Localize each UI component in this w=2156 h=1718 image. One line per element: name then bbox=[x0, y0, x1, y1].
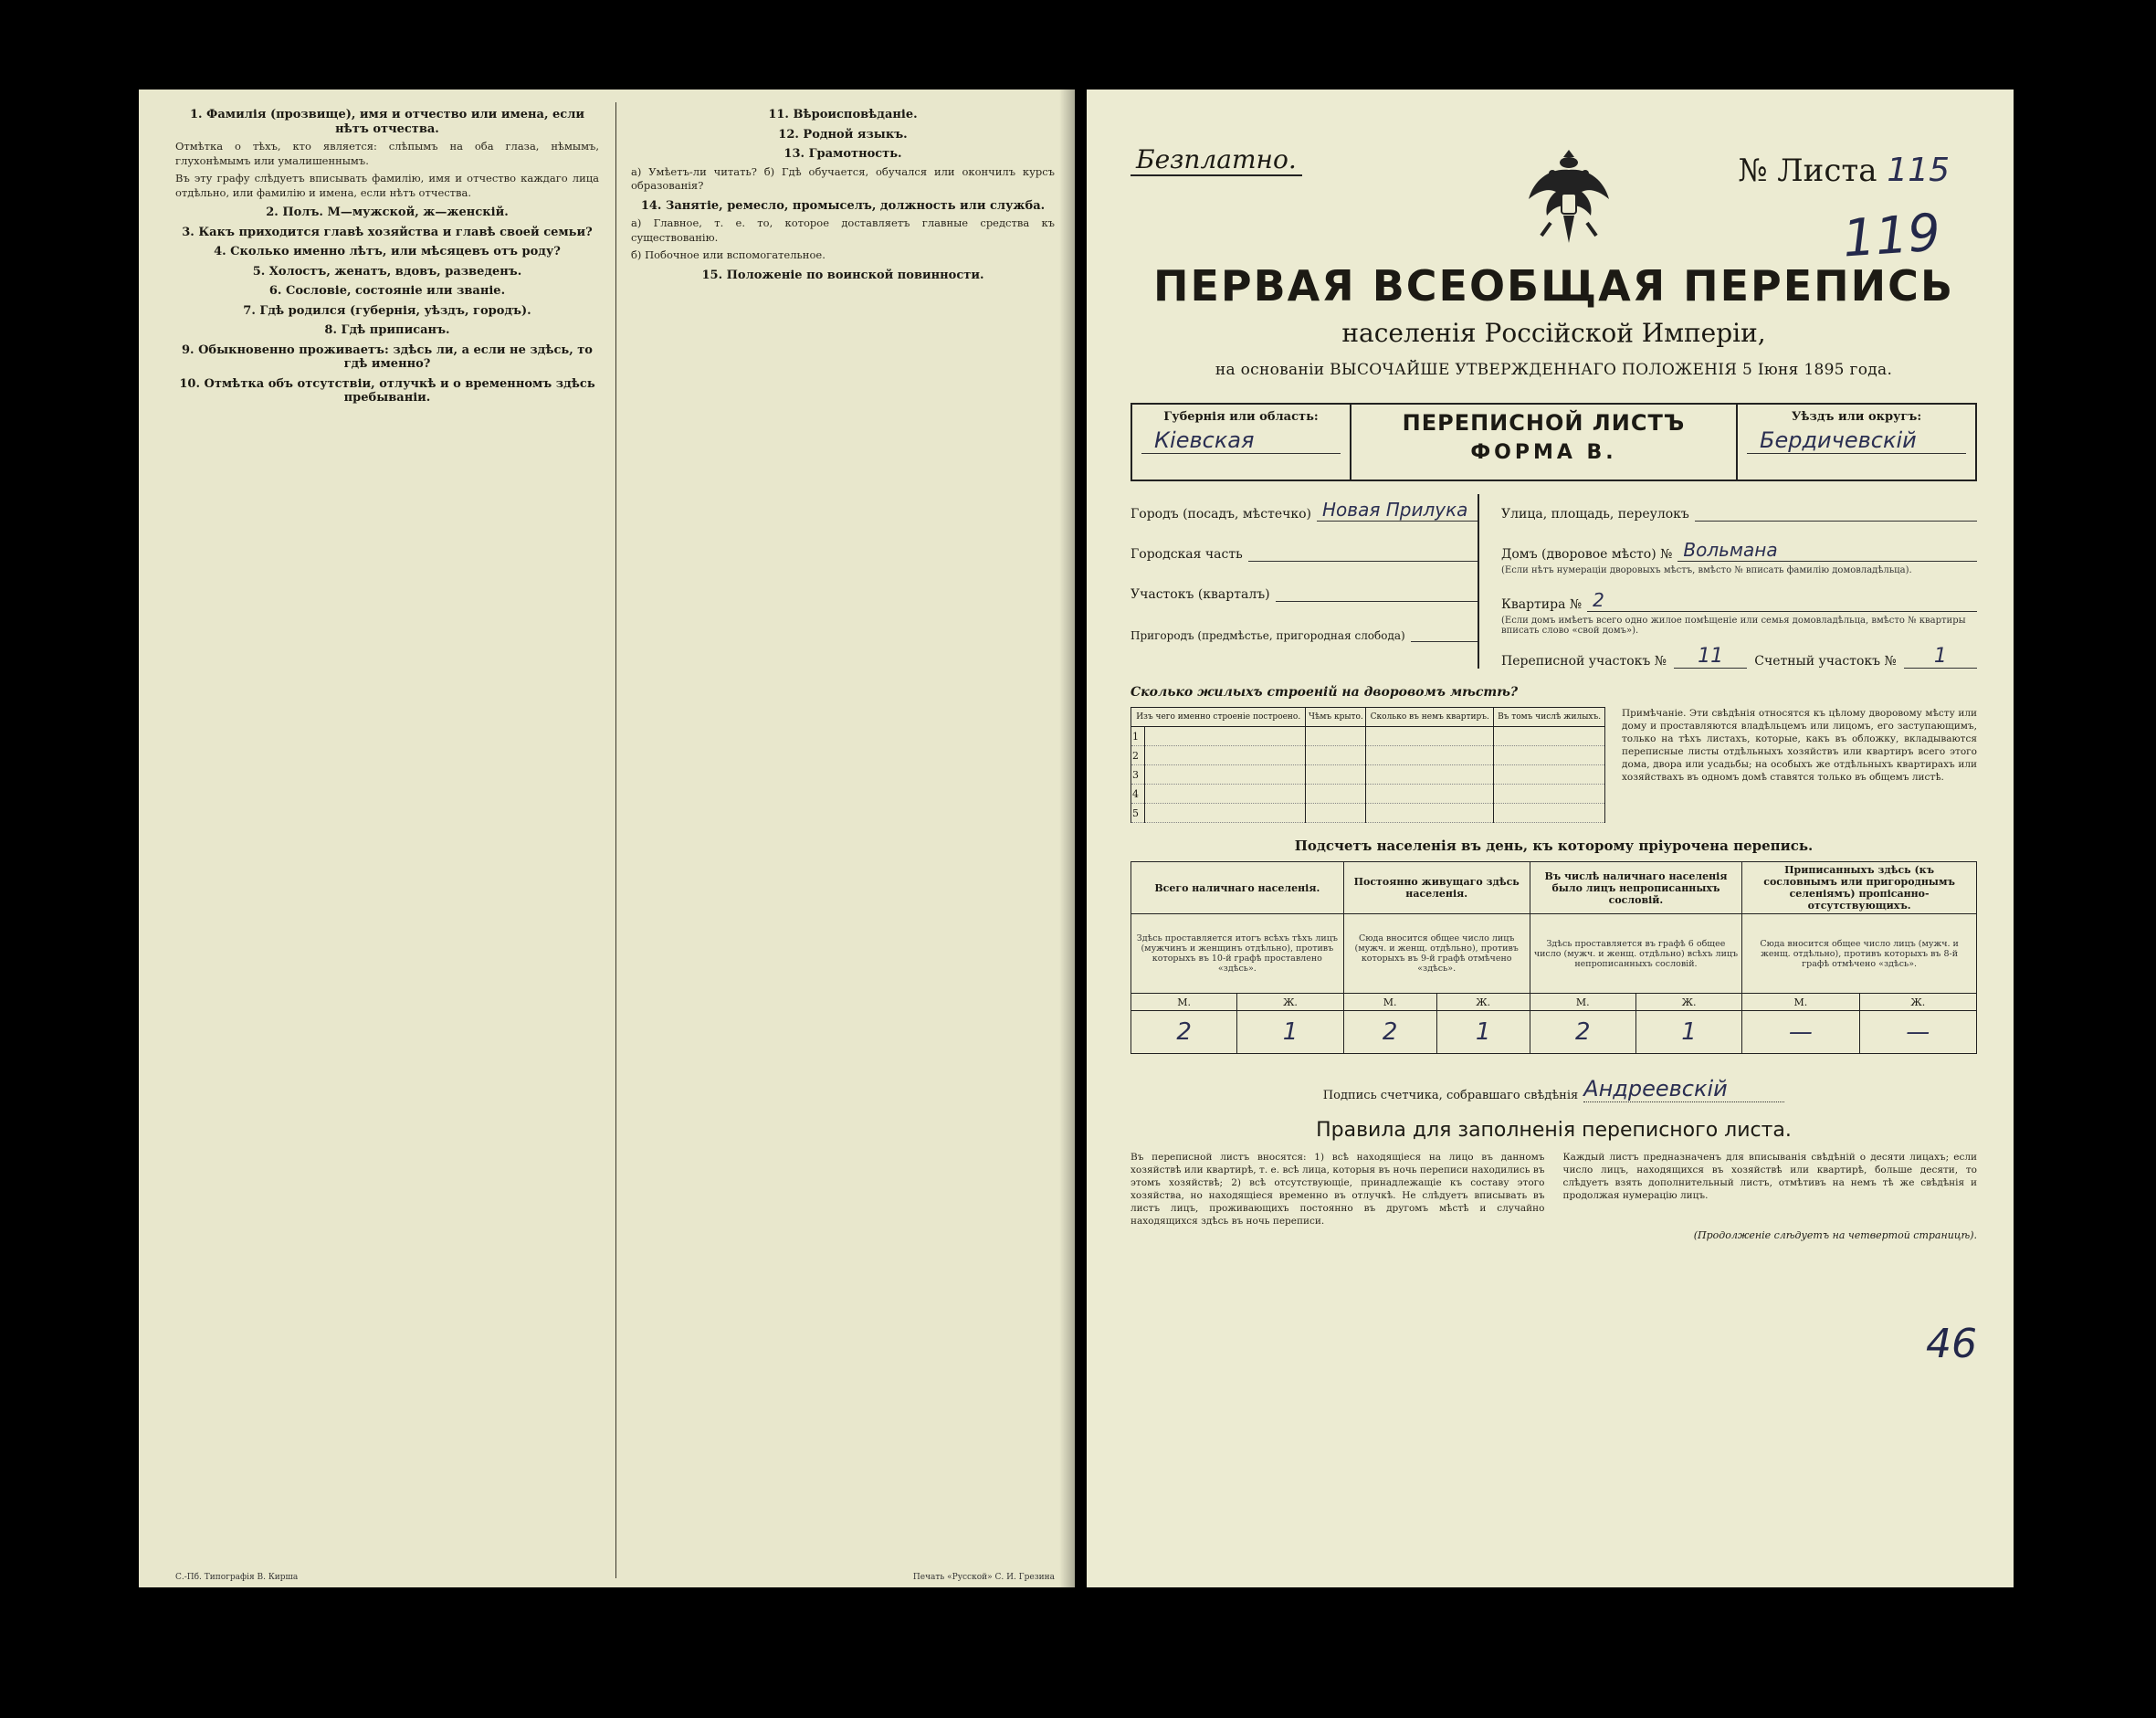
population-description-row bbox=[1131, 914, 1977, 994]
structures-cell bbox=[1306, 804, 1366, 823]
structures-cell bbox=[1494, 727, 1605, 746]
instruction-text: а) Умѣетъ-ли читать? б) Гдѣ обучается, обучался или окончилъ курсъ образованія? bbox=[631, 164, 1055, 192]
province-label: Губернія или область: bbox=[1163, 410, 1319, 424]
instruction-heading: 9. Обыкновенно проживаетъ: здѣсь ли, а если не здѣсь, то гдѣ именно? bbox=[182, 343, 593, 371]
instruction-heading: 13. Грамотность. bbox=[784, 147, 902, 161]
structures-table bbox=[1131, 707, 1605, 823]
district-label: Уѣздъ или округъ: bbox=[1791, 410, 1922, 424]
female-count: 1 bbox=[1436, 1011, 1530, 1054]
house-note: (Если нѣтъ нумераціи дворовыхъ мѣстъ, вмѣсто № вписать фамилію домовладѣльца). bbox=[1501, 565, 1912, 575]
census-plot-row bbox=[1501, 645, 1977, 669]
address-block bbox=[1131, 494, 1977, 669]
male-column-label: М. bbox=[1530, 994, 1635, 1011]
address-right bbox=[1478, 494, 1977, 669]
structures-row-number: 2 bbox=[1131, 746, 1145, 765]
structures-header-roof: Чѣмъ крыто. bbox=[1306, 708, 1366, 727]
female-count: 1 bbox=[1237, 1011, 1343, 1054]
instruction-heading: 8. Гдѣ приписанъ. bbox=[324, 323, 450, 337]
population-header: Всего наличнаго населенія. bbox=[1131, 862, 1344, 914]
structures-cell bbox=[1306, 727, 1366, 746]
instruction-heading: 12. Родной языкъ. bbox=[778, 127, 908, 142]
structures-cell bbox=[1494, 765, 1605, 785]
instruction-text: а) Главное, т. е. то, которое доставляетъ главные средства къ существованію. bbox=[631, 216, 1055, 244]
sheet-number-field bbox=[1738, 152, 1950, 189]
population-count-table bbox=[1131, 861, 1977, 1054]
rules-continuation: (Продолженіе слѣдуетъ на четвертой страницѣ). bbox=[1693, 1229, 1977, 1241]
instruction-heading: 4. Сколько именно лѣтъ, или мѣсяцевъ отъ роду? bbox=[214, 245, 561, 258]
instruction-heading: 11. Вѣроисповѣданіе. bbox=[768, 108, 918, 121]
structures-area bbox=[1131, 707, 1977, 823]
structures-cell bbox=[1145, 785, 1306, 804]
press-note: Печать «Русской» С. И. Грезина bbox=[912, 1573, 1055, 1582]
population-count-title: Подсчетъ населенія въ день, къ которому пріурочена перепись. bbox=[1294, 838, 1814, 854]
population-header: Приписанныхъ здѣсь (къ сословнымъ или пригороднымъ селеніямъ) пропісанно-отсутствующихъ. bbox=[1742, 862, 1977, 914]
instructions-column-2 bbox=[615, 102, 1055, 1578]
apartment-value: 2 bbox=[1587, 589, 1977, 612]
handwritten-number: 46 bbox=[1926, 1321, 1977, 1367]
structures-cell bbox=[1366, 746, 1494, 765]
structures-note: Примѣчаніе. Эти свѣдѣнія относятся къ цѣлому дворовому мѣсту или дому и проставляются владѣльцемъ или лицомъ, его заступающимъ, только на тѣхъ листахъ, которые, какъ въ обложку, вкладываются переписные листы отдѣльныхъ хозяйствъ или квартиръ всего этого дома, двора или усадьбы; на особыхъ же отдѣльныхъ квартирахъ или хозяйствахъ въ одномъ домѣ ставятся только въ общемъ листѣ. bbox=[1622, 708, 1977, 783]
female-column-label: Ж. bbox=[1635, 994, 1741, 1011]
instruction-heading: 5. Холостъ, женатъ, вдовъ, разведенъ. bbox=[252, 264, 522, 279]
instruction-heading: 3. Какъ приходится главѣ хозяйства и главѣ своей семьи? bbox=[182, 225, 593, 239]
structures-cell bbox=[1306, 746, 1366, 765]
structures-row-number: 4 bbox=[1131, 785, 1145, 804]
street-field bbox=[1501, 494, 1977, 522]
structures-cell bbox=[1494, 785, 1605, 804]
population-value-row bbox=[1131, 1011, 1977, 1054]
structures-header-residential: Въ томъ числѣ жилыхъ. bbox=[1494, 708, 1605, 727]
structures-row bbox=[1131, 746, 1605, 765]
signature-label: Подпись счетчика, собравшаго свѣдѣнія bbox=[1322, 1089, 1579, 1102]
section-field bbox=[1131, 574, 1478, 602]
structures-cell bbox=[1306, 765, 1366, 785]
form-header bbox=[1131, 106, 1977, 269]
population-description: Сюда вносится общее число лицъ (мужч. и женщ. отдѣльно), противъ которыхъ въ 9-й графѣ отмѣчено «здѣсь». bbox=[1343, 914, 1530, 994]
structures-cell bbox=[1366, 727, 1494, 746]
free-label: Безплатно. bbox=[1131, 144, 1302, 176]
structures-header-row bbox=[1131, 708, 1605, 727]
apartment-label: Квартира № bbox=[1501, 597, 1583, 612]
structures-cell bbox=[1145, 804, 1306, 823]
male-column-label: М. bbox=[1742, 994, 1859, 1011]
sheet-number-label: № Листа bbox=[1738, 153, 1877, 189]
male-column-label: М. bbox=[1131, 994, 1237, 1011]
population-description: Здѣсь проставляется въ графѣ 6 общее число (мужч. и женщ. отдѣльно) всѣхъ лицъ непрописанныхъ сословій. bbox=[1530, 914, 1742, 994]
left-page-footer bbox=[175, 1573, 1055, 1582]
street-value bbox=[1695, 521, 1977, 522]
instruction-heading: 10. Отмѣтка объ отсутствіи, отлучкѣ и о временномъ здѣсь пребываніи. bbox=[179, 376, 595, 405]
census-form-page bbox=[1087, 90, 2014, 1587]
instruction-heading: 7. Гдѣ родился (губернія, уѣздъ, городъ). bbox=[243, 303, 531, 318]
form-type: ФОРМА В. bbox=[1470, 441, 1617, 464]
count-plot-value: 1 bbox=[1904, 645, 1977, 669]
apartment-field bbox=[1501, 585, 1977, 612]
form-type-cell bbox=[1351, 405, 1738, 480]
instructions-page bbox=[139, 90, 1075, 1587]
suburb-field bbox=[1131, 615, 1478, 642]
structures-cell bbox=[1145, 727, 1306, 746]
instruction-heading: 1. Фамилія (прозвище), имя и отчество или имена, если нѣтъ отчества. bbox=[189, 108, 585, 136]
suburb-label: Пригородъ (предмѣстье, пригородная слобода) bbox=[1131, 629, 1405, 642]
section-label: Участокъ (кварталъ) bbox=[1131, 587, 1270, 602]
census-plot-value: 11 bbox=[1674, 645, 1747, 669]
city-part-value bbox=[1248, 561, 1478, 562]
city-field bbox=[1131, 494, 1478, 522]
suburb-value bbox=[1411, 641, 1478, 642]
structures-row bbox=[1131, 727, 1605, 746]
female-count: 1 bbox=[1635, 1011, 1741, 1054]
population-header: Постоянно живущаго здѣсь населенія. bbox=[1343, 862, 1530, 914]
rules-left-column: Въ переписной листъ вносятся: 1) всѣ находящіеся на лицо въ данномъ хозяйствѣ или квартирѣ, т. е. всѣ лица, которыя въ ночь переписи находились въ этомъ хозяйствѣ; 2) всѣ отсутствующіе, принадлежащіе къ составу этого хозяйства, но находящіеся временно въ отлучкѣ. Не слѣдуетъ вписывать въ листъ лицъ, проживающихъ постоянно въ другомъ мѣстѣ и случайно находящихся здѣсь въ ночь переписи. bbox=[1131, 1152, 1545, 1227]
structures-header-material: Изъ чего именно строеніе построено. bbox=[1131, 708, 1306, 727]
legal-basis: на основаніи ВЫСОЧАЙШЕ УТВЕРЖДЕННАГО ПОЛОЖЕНІЯ 5 Іюня 1895 года. bbox=[1215, 361, 1893, 379]
counter-signature bbox=[1131, 1076, 1977, 1102]
instructions-column-1 bbox=[175, 102, 599, 1578]
section-value bbox=[1276, 601, 1478, 602]
district-cell bbox=[1738, 405, 1975, 480]
printer-note: С.-Пб. Типографія В. Кирша bbox=[175, 1573, 299, 1582]
male-count: — bbox=[1742, 1011, 1859, 1054]
male-count: 2 bbox=[1530, 1011, 1635, 1054]
city-label: Городъ (посадъ, мѣстечко) bbox=[1131, 507, 1312, 522]
male-count: 2 bbox=[1343, 1011, 1436, 1054]
structures-cell bbox=[1494, 746, 1605, 765]
structures-cell bbox=[1145, 746, 1306, 765]
structures-question: Сколько жилыхъ строеній на дворовомъ мѣстѣ? bbox=[1131, 685, 1519, 700]
population-header: Въ числѣ наличнаго населенія было лицъ непрописанныхъ сословій. bbox=[1530, 862, 1742, 914]
female-column-label: Ж. bbox=[1859, 994, 1976, 1011]
structures-row-number: 1 bbox=[1131, 727, 1145, 746]
city-part-label: Городская часть bbox=[1131, 547, 1243, 562]
census-subtitle: населенія Россійской Имперіи, bbox=[1341, 318, 1766, 348]
population-description: Сюда вносится общее число лицъ (мужч. и женщ. отдѣльно), противъ которыхъ въ 8-й графѣ отмѣчено «здѣсь». bbox=[1742, 914, 1977, 994]
instruction-heading: 15. Положеніе по воинской повинности. bbox=[701, 268, 984, 282]
structures-cell bbox=[1494, 804, 1605, 823]
structures-row-number: 5 bbox=[1131, 804, 1145, 823]
instruction-heading: 2. Полъ. М—мужской, ж—женскій. bbox=[266, 206, 509, 219]
district-value: Бердичевскій bbox=[1747, 427, 1966, 454]
male-count: 2 bbox=[1131, 1011, 1237, 1054]
city-value: Новая Прилука bbox=[1317, 499, 1478, 522]
instruction-text: Въ эту графу слѣдуетъ вписывать фамилію, имя и отчество каждаго лица отдѣльно, или фамилію и имена, если нѣтъ отчества. bbox=[175, 172, 599, 199]
province-value: Кіевская bbox=[1141, 427, 1341, 454]
structures-row bbox=[1131, 785, 1605, 804]
instruction-text: б) Побочное или вспомогательное. bbox=[631, 248, 826, 261]
instruction-text: Отмѣтка о тѣхъ, кто является: слѣпымъ на оба глаза, нѣмымъ, глухонѣмымъ или умалишеннымъ. bbox=[175, 140, 599, 167]
female-column-label: Ж. bbox=[1436, 994, 1530, 1011]
structures-cell bbox=[1366, 785, 1494, 804]
street-label: Улица, площадь, переулокъ bbox=[1501, 507, 1689, 522]
house-value: Вольмана bbox=[1677, 539, 1977, 562]
structures-row-number: 3 bbox=[1131, 765, 1145, 785]
female-count: — bbox=[1859, 1011, 1976, 1054]
structures-cell bbox=[1306, 785, 1366, 804]
rules-text bbox=[1131, 1151, 1977, 1228]
city-part-field bbox=[1131, 534, 1478, 562]
rules-title: Правила для заполненія переписного листа. bbox=[1316, 1119, 1792, 1142]
instruction-heading: 14. Занятіе, ремесло, промыселъ, должность или служба. bbox=[640, 198, 1046, 213]
structures-cell bbox=[1366, 804, 1494, 823]
structures-row bbox=[1131, 804, 1605, 823]
address-left bbox=[1131, 494, 1478, 669]
instruction-heading: 6. Сословіе, состояніе или званіе. bbox=[268, 284, 506, 298]
rules-right-column: Каждый листъ предназначенъ для вписыванія свѣдѣній о десяти лицахъ; если число лицъ, находящихся въ хозяйствѣ или квартирѣ, больше десяти, то слѣдуетъ взять дополнительный листъ, отмѣтивъ на немъ тѣ же свѣдѣнія и продолжая нумерацію лицъ. bbox=[1562, 1152, 1977, 1201]
house-field bbox=[1501, 534, 1977, 562]
population-description: Здѣсь проставляется итогъ всѣхъ тѣхъ лицъ (мужчинъ и женщинъ отдѣльно), противъ которыхъ въ 10-й графѣ проставлено «здѣсь». bbox=[1131, 914, 1344, 994]
female-column-label: Ж. bbox=[1237, 994, 1343, 1011]
structures-cell bbox=[1366, 765, 1494, 785]
structures-header-apartments: Сколько въ немъ квартиръ. bbox=[1366, 708, 1494, 727]
structures-row bbox=[1131, 765, 1605, 785]
province-cell bbox=[1132, 405, 1351, 480]
house-label: Домъ (дворовое мѣсто) № bbox=[1501, 547, 1673, 562]
population-sex-row bbox=[1131, 994, 1977, 1011]
signature-value: Андреевскій bbox=[1583, 1076, 1784, 1102]
structures-cell bbox=[1145, 765, 1306, 785]
handwritten-page-number: 119 bbox=[1840, 203, 1943, 269]
census-plot-label: Переписной участокъ № bbox=[1501, 654, 1667, 669]
double-headed-eagle-icon bbox=[1523, 142, 1614, 252]
apartment-note: (Если домъ имѣетъ всего одно жилое помѣщеніе или семья домовладѣльца, вмѣсто № квартиры вписать слово «свой домъ»). bbox=[1501, 616, 1966, 636]
census-title: ПЕРВАЯ ВСЕОБЩАЯ ПЕРЕПИСЬ bbox=[1152, 261, 1955, 311]
sheet-number-value: 115 bbox=[1887, 152, 1950, 189]
form-title: ПЕРЕПИСНОЙ ЛИСТЪ bbox=[1402, 410, 1686, 436]
population-header-row bbox=[1131, 862, 1977, 914]
form-identity-box bbox=[1131, 403, 1977, 481]
male-column-label: М. bbox=[1343, 994, 1436, 1011]
count-plot-label: Счетный участокъ № bbox=[1754, 654, 1897, 669]
